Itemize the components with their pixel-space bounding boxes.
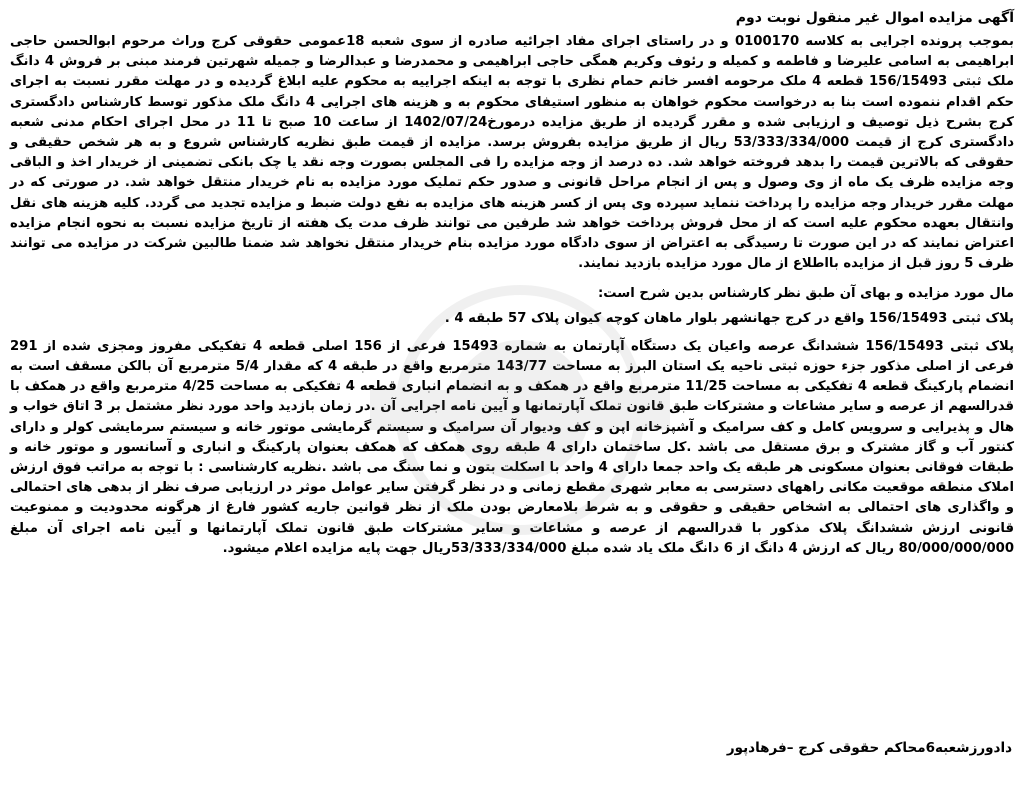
notice-title: آگهی مزایده اموال غیر منقول نوبت دوم <box>735 10 1014 26</box>
subject-heading: مال مورد مزایده و بهای آن طبق نظر کارشناس بدین شرح است: <box>598 286 1014 302</box>
signature-line: دادورزشعبه6محاکم حقوقی کرج –فرهادپور <box>726 740 1012 756</box>
property-address: پلاک ثبتی 156/15493 واقع در کرج جهانشهر بلوار ماهان کوچه کیوان پلاک 57 طبقه 4 . <box>444 310 1014 326</box>
notice-intro-paragraph: بموجب پرونده اجرایی به کلاسه 0100170 و در راستای اجرای مفاد اجرائیه صادره از سوی شعبه 18عمومی حقوقی کرج وراث مرحوم ابوالحسن حاجی ابراهیمی به اسامی علیرضا و فاطمه و کمیله و رئوف وکریم همگی حاجی ابراهیمی و محمدرضا و عبدالرضا و جمیله شهرتین فرمند مبنی بر فروش 4 دانگ ملک ثبتی 156/15493 قطعه 4 ملک مرحومه افسر خانم حمام نظری با توجه به اینکه اجراییه به محکوم علیه ابلاغ گردیده و در مهلت مقرر نسبت به اجرای حکم اقدام ننموده است بنا به درخواست محکوم خواهان به منظور استیفای محکوم به و هزینه های اجرایی 4 دانگ ملک مذکور توسط کارشناس دادگستری کرج بشرح ذیل توصیف و ارزیابی شده و مقرر گردیده از طریق مزایده درمورخ1402/07/24 از ساعت 10 صبح تا 11 در محل اجرای احکام مدنی شعبه دادگستری کرج از قیمت 53/333/334/000 ریال از طریق مزایده بفروش برسد. مزایده از قیمت طبق نظریه کارشناس شروع و به هر شخص حقیقی و حقوقی که بالاترین قیمت را بدهد فروخته خواهد شد. ده درصد از وجه مزایده را فی المجلس بصورت وجه نقد یا چک بانکی تضمینی از خریدار اخذ و الباقی وجه مزایده ظرف یک ماه از وی وصول و پس از انجام مراحل قانونی و صدور حکم تملیک مورد مزایده به نام خریدار منتقل خواهد شد. در صورتی که در مهلت مقرر خریدار وجه مزایده را پرداخت ننماید سپرده وی پس از کسر هزینه های مزایده به نفع دولت ضبط و مزایده تجدید می گردد. کلیه هزینه های نقل وانتقال بعهده محکوم علیه است که از محل فروش پرداخت خواهد شد طرفین می توانند ظرف مدت یک هفته از تاریخ مزایده نسبت به نحوه انجام مزایده اعتراض نمایند که در این صورت تا رسیدگی به اعتراض از سوی دادگاه مورد مزایده بنام خریدار منتقل نخواهد شد ضمنا طالبین شرکت در مزایده می توانند ظرف 5 روز قبل از مزایده بااطلاع از مال مورد مزایده بازدید نمایند. <box>10 34 1014 272</box>
property-description-paragraph: پلاک ثبتی 156/15493 ششدانگ عرصه واعیان یک دستگاه آپارتمان به شماره 15493 فرعی از 156 اصلی قطعه 4 تفکیکی مفروز ومجزی شده از 291 فرعی از اصلی مذکور جزء حوزه ثبتی ناحیه یک استان البرز به مساحت 143/77 مترمربع واقع در طبقه 4 که مقدار 5/4 مترمربع آن بالکن مسقف است به انضمام پارکینگ قطعه 4 تفکیکی به مساحت 11/25 مترمربع واقع در همکف و به انضمام انباری قطعه 4 تفکیکی به مساحت 4/25 مترمربع واقع در همکف با قدرالسهم از عرصه و سایر مشاعات و مشترکات طبق قانون تملک آپارتمانها و آیین نامه اجرایی آن .در زمان بازدید واحد مورد نظر مشتمل بر 3 اتاق خواب و هال و پذیرایی و سرویس کامل و کف سرامیک و آشپزخانه اپن و کف ودیوار آن سرامیک و سیستم گرمایشی موتور خانه و سیستم سرمایشی کولر و دارای کنتور آب و گاز مشترک و برق مستقل می باشد .کل ساختمان دارای 4 طبقه روی همکف که همکف بعنوان پارکینگ و انباری و آسانسور و موتور خانه و طبقات فوقانی بعنوان مسکونی هر طبقه یک واحد جمعا دارای 4 واحد با اسکلت بتون و نما سنگ می باشد .نظریه کارشناسی : با توجه به مراتب فوق ارزش املاک منطقه موقعیت مکانی راههای دسترسی به معابر شهری مقطع زمانی و در نظر گرفتن سایر عوامل موثر در ارزیابی صرف نظر از بدهی های احتمالی و واگذاری های احتمالی به اشخاص حقیقی و حقوقی و به شرط بلامعارض بودن ملک از نظر قوانین جاریه کشور فارغ از هرگونه محدودیت و ممنوعیت قانونی ارزش ششدانگ پلاک مذکور با قدرالسهم از عرصه و مشاعات و سایر مشترکات طبق قانون تملک آپارتمانها و آیین نامه اجرای آن مبلغ 80/000/000/000 ریال که ارزش 4 دانگ از 6 دانگ ملک یاد شده مبلغ 53/333/334/000ریال جهت پایه مزایده اعلام میشود. <box>10 338 1015 556</box>
